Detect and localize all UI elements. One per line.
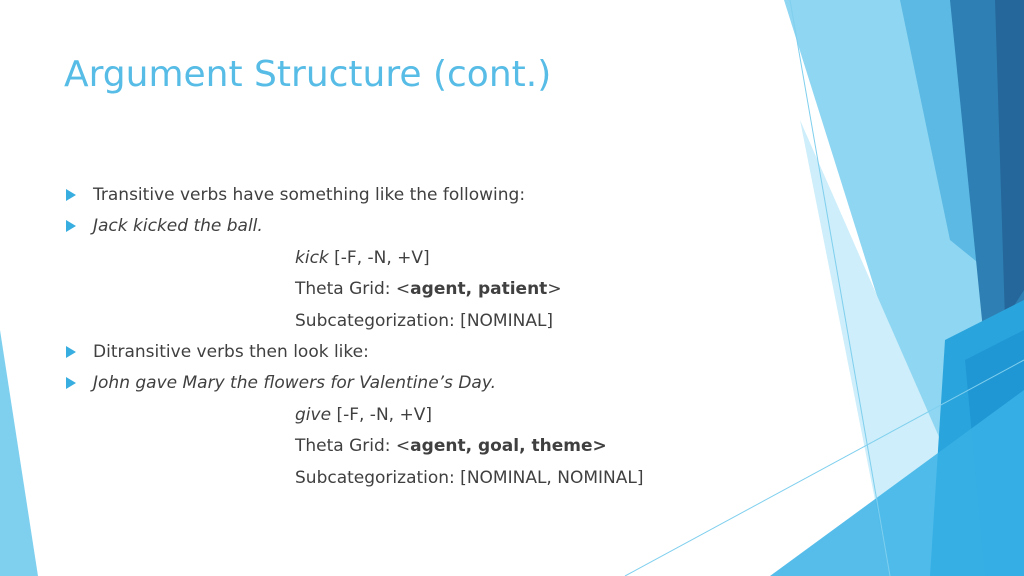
lexical-entry-2-verb	[295, 404, 432, 426]
bullet-arrow-icon	[66, 189, 76, 201]
bullet-arrow-icon	[66, 346, 76, 358]
theta-roles: agent, goal, theme>	[410, 436, 607, 456]
bullet-text-transitive: Transitive verbs have something like the following:	[93, 185, 526, 205]
bullet-arrow-icon	[66, 220, 76, 232]
slide-title: Argument Structure (cont.)	[64, 54, 552, 95]
lexical-entry-1-verb	[295, 247, 430, 269]
verb-kick: kick	[295, 248, 329, 268]
lexical-entry-2-subcat: Subcategorization: [NOMINAL, NOMINAL]	[295, 468, 644, 488]
theta-prefix: Theta Grid: <	[295, 436, 411, 456]
verb-features: [-F, -N, +V]	[328, 248, 430, 268]
theta-prefix: Theta Grid: <	[295, 279, 411, 299]
bullet-text-example-1: Jack kicked the ball.	[93, 216, 263, 236]
theta-suffix: >	[547, 279, 562, 299]
lexical-entry-1-theta	[295, 278, 562, 300]
lexical-entry-2-theta	[295, 435, 607, 457]
bullet-text-example-2: John gave Mary the flowers for Valentine’s Day.	[93, 373, 496, 393]
bullet-text-ditransitive: Ditransitive verbs then look like:	[93, 342, 369, 362]
theta-roles: agent, patient	[410, 279, 548, 299]
bullet-arrow-icon	[66, 377, 76, 389]
left-accent-shape	[0, 330, 38, 576]
verb-give: give	[295, 405, 332, 425]
verb-features: [-F, -N, +V]	[331, 405, 432, 425]
lexical-entry-1-subcat: Subcategorization: [NOMINAL]	[295, 311, 554, 331]
